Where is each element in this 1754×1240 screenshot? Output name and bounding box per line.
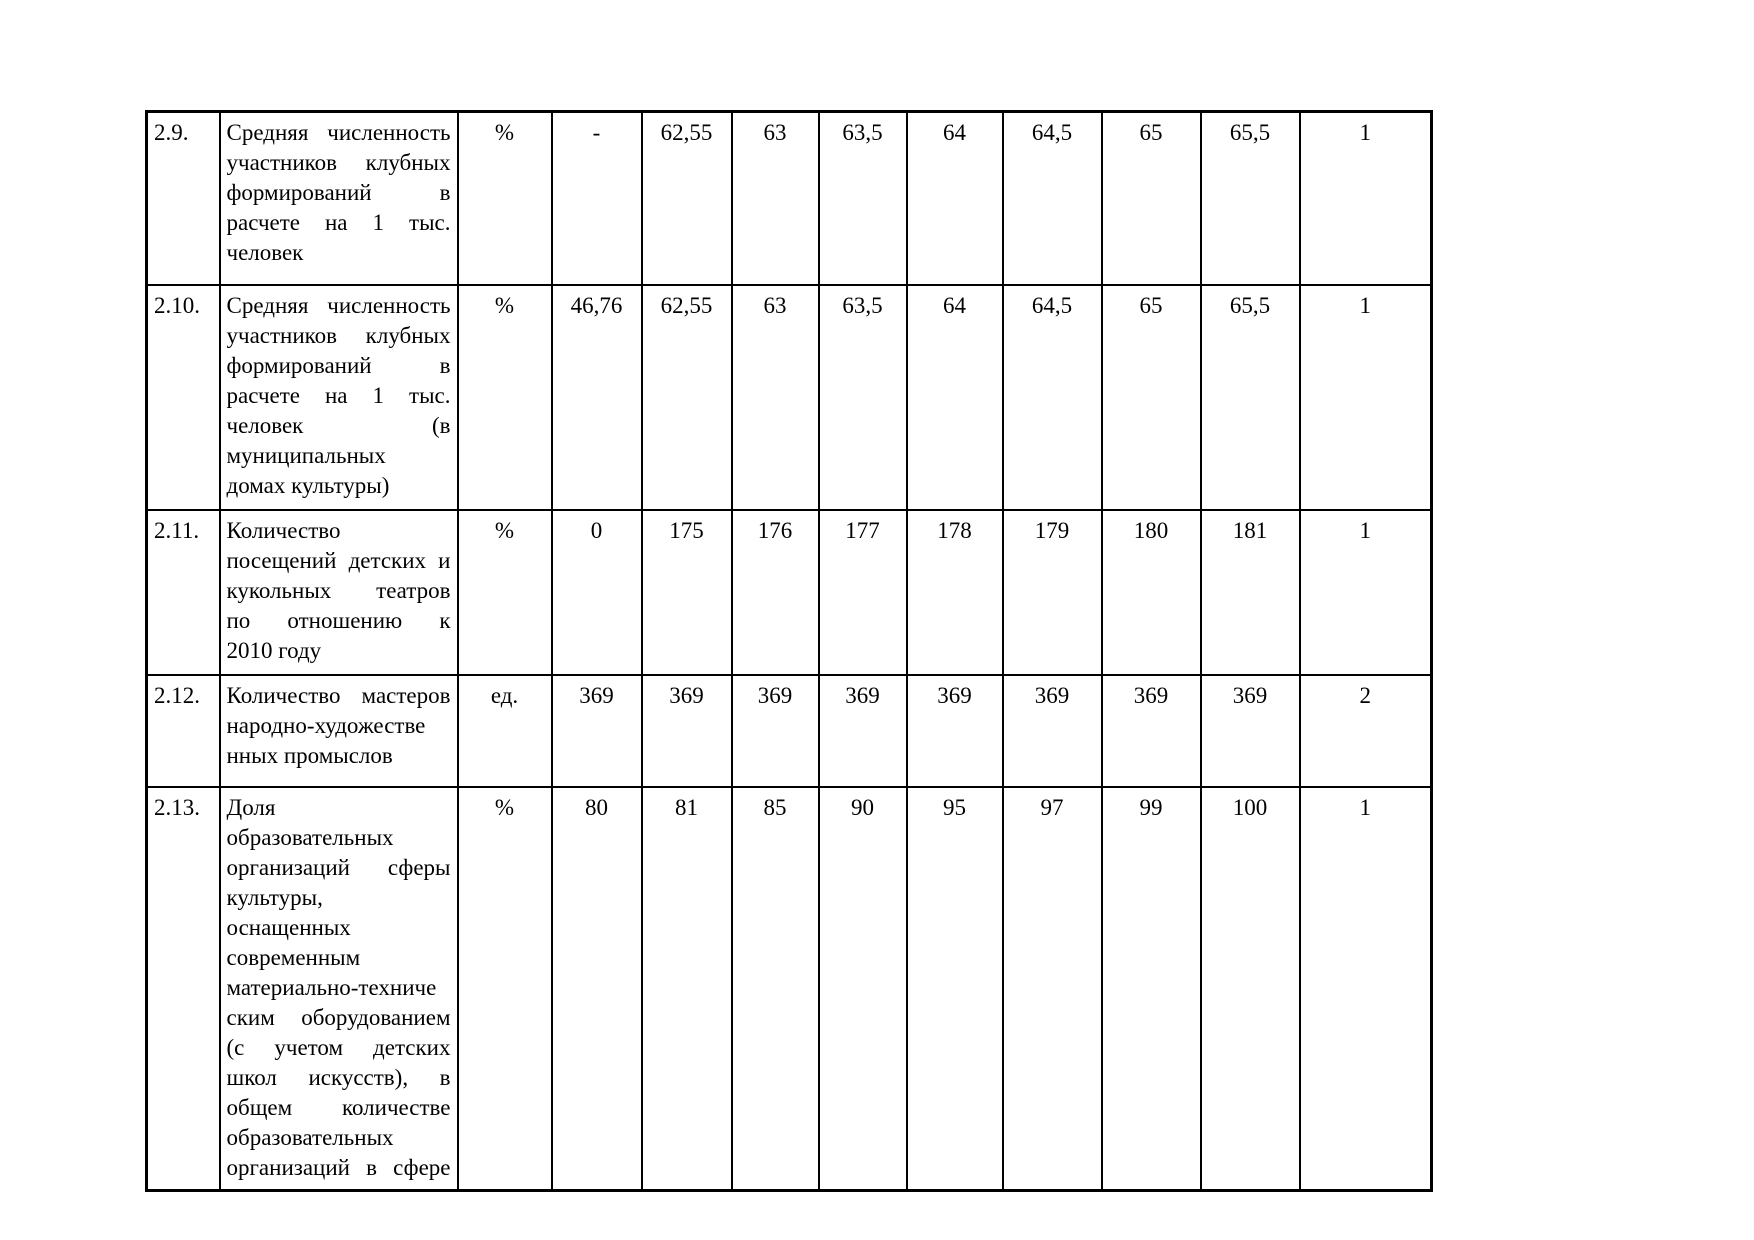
row-number-cell: 2.10. bbox=[147, 285, 220, 510]
indicator-name-line: посещений детских и bbox=[226, 547, 451, 573]
value-cell: 177 bbox=[819, 510, 907, 675]
indicator-name-cell bbox=[220, 510, 458, 675]
row-number-cell: 2.13. bbox=[147, 787, 220, 1191]
indicator-name-line: кукольных театров bbox=[226, 577, 451, 603]
value-cell: 369 bbox=[732, 675, 819, 787]
value-cell: 63,5 bbox=[819, 112, 907, 285]
basis-cell: 1 bbox=[1300, 285, 1432, 510]
basis-cell: 1 bbox=[1300, 510, 1432, 675]
row-number-cell: 2.12. bbox=[147, 675, 220, 787]
indicator-name-line: по отношению к bbox=[226, 607, 451, 633]
basis-cell: 1 bbox=[1300, 112, 1432, 285]
value-cell: 99 bbox=[1102, 787, 1201, 1191]
value-cell: 65 bbox=[1102, 112, 1201, 285]
indicator-name-line: Средняя численность bbox=[226, 292, 451, 318]
indicator-name-line: муниципальных bbox=[226, 442, 386, 468]
value-cell: 90 bbox=[819, 787, 907, 1191]
indicator-name-line: расчете на 1 тыс. bbox=[226, 382, 451, 408]
value-cell: 65,5 bbox=[1201, 112, 1300, 285]
indicator-name-line: человек bbox=[226, 240, 304, 265]
value-cell: 0 bbox=[552, 510, 642, 675]
unit-cell: % bbox=[458, 510, 552, 675]
value-cell: 85 bbox=[732, 787, 819, 1191]
value-cell: 176 bbox=[732, 510, 819, 675]
indicator-name-line: Средняя численность bbox=[226, 120, 451, 145]
unit-cell: % bbox=[458, 112, 552, 285]
indicator-name-line: культуры, bbox=[226, 884, 323, 910]
value-cell: 97 bbox=[1003, 787, 1102, 1191]
indicator-name-line: Количество мастеров bbox=[226, 682, 451, 708]
table-page-fragment bbox=[145, 110, 1433, 1192]
value-cell: 64,5 bbox=[1003, 285, 1102, 510]
indicator-name-line: 2010 году bbox=[226, 637, 322, 663]
indicator-name-line: расчете на 1 тыс. bbox=[226, 210, 451, 235]
indicator-name-line: ским оборудованием bbox=[226, 1004, 451, 1030]
indicator-name-line: участников клубных bbox=[226, 150, 451, 175]
indicator-name-line: образовательных bbox=[226, 824, 394, 850]
value-cell: 369 bbox=[819, 675, 907, 787]
value-cell: 80 bbox=[552, 787, 642, 1191]
value-cell: 81 bbox=[642, 787, 732, 1191]
value-cell: 64 bbox=[907, 285, 1003, 510]
value-cell: 63 bbox=[732, 112, 819, 285]
indicator-name-line: материально-техниче bbox=[226, 974, 437, 1000]
value-cell: 369 bbox=[642, 675, 732, 787]
indicator-name-line: организаций сферы bbox=[226, 854, 451, 880]
value-cell: 63,5 bbox=[819, 285, 907, 510]
value-cell: 64,5 bbox=[1003, 112, 1102, 285]
value-cell: 95 bbox=[907, 787, 1003, 1191]
table-row bbox=[147, 675, 1432, 787]
value-cell: 100 bbox=[1201, 787, 1300, 1191]
table-body bbox=[147, 112, 1432, 1191]
table-row bbox=[147, 787, 1432, 1191]
indicator-name-line: нных промыслов bbox=[226, 742, 393, 768]
basis-cell: 2 bbox=[1300, 675, 1432, 787]
value-cell: 178 bbox=[907, 510, 1003, 675]
value-cell: - bbox=[552, 112, 642, 285]
indicator-name-line: Количество bbox=[226, 517, 341, 543]
indicator-name-line: формирований в bbox=[226, 352, 451, 378]
value-cell: 369 bbox=[1201, 675, 1300, 787]
value-cell: 64 bbox=[907, 112, 1003, 285]
value-cell: 46,76 bbox=[552, 285, 642, 510]
indicator-name-line: образовательных bbox=[226, 1124, 394, 1150]
indicators-table bbox=[145, 110, 1433, 1192]
indicator-name-line: школ искусств), в bbox=[226, 1064, 451, 1090]
value-cell: 65 bbox=[1102, 285, 1201, 510]
indicator-name-line: общем количестве bbox=[226, 1094, 451, 1120]
value-cell: 65,5 bbox=[1201, 285, 1300, 510]
unit-cell: ед. bbox=[458, 675, 552, 787]
indicator-name-line: участников клубных bbox=[226, 322, 451, 348]
value-cell: 179 bbox=[1003, 510, 1102, 675]
indicator-name-line: современным bbox=[226, 944, 361, 970]
indicator-name-line: оснащенных bbox=[226, 914, 351, 940]
table-row bbox=[147, 510, 1432, 675]
value-cell: 175 bbox=[642, 510, 732, 675]
unit-cell: % bbox=[458, 285, 552, 510]
row-number-cell: 2.9. bbox=[147, 112, 220, 285]
row-number-cell: 2.11. bbox=[147, 510, 220, 675]
indicator-name-cell bbox=[220, 787, 458, 1191]
table-row bbox=[147, 112, 1432, 285]
indicator-name-cell bbox=[220, 285, 458, 510]
value-cell: 63 bbox=[732, 285, 819, 510]
indicator-name-line: организаций в сфере bbox=[226, 1154, 451, 1180]
value-cell: 369 bbox=[1102, 675, 1201, 787]
value-cell: 180 bbox=[1102, 510, 1201, 675]
unit-cell: % bbox=[458, 787, 552, 1191]
indicator-name-cell bbox=[220, 112, 458, 285]
value-cell: 369 bbox=[552, 675, 642, 787]
indicator-name-line: Доля bbox=[226, 794, 276, 820]
table-row bbox=[147, 285, 1432, 510]
value-cell: 369 bbox=[907, 675, 1003, 787]
value-cell: 181 bbox=[1201, 510, 1300, 675]
value-cell: 369 bbox=[1003, 675, 1102, 787]
indicator-name-line: народно-художестве bbox=[226, 712, 426, 738]
value-cell: 62,55 bbox=[642, 285, 732, 510]
indicator-name-line: формирований в bbox=[226, 180, 451, 205]
indicator-name-cell bbox=[220, 675, 458, 787]
value-cell: 62,55 bbox=[642, 112, 732, 285]
basis-cell: 1 bbox=[1300, 787, 1432, 1191]
indicator-name-line: (с учетом детских bbox=[226, 1034, 451, 1060]
indicator-name-line: человек (в bbox=[226, 412, 451, 438]
indicator-name-line: домах культуры) bbox=[226, 472, 390, 498]
